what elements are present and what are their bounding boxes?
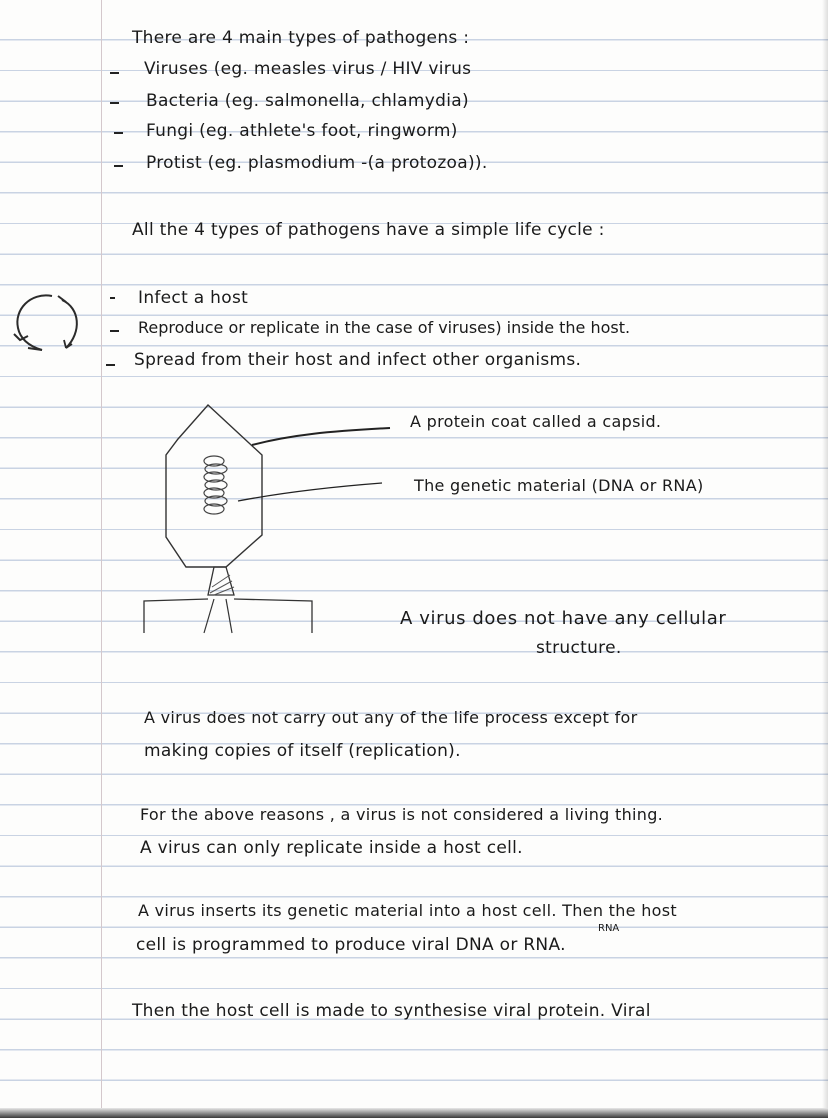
paragraph-line: cell is programmed to produce viral DNA or RNA. <box>136 935 566 955</box>
pathogen-type-item: Fungi (eg. athlete's foot, ringworm) <box>146 121 458 141</box>
paragraph-line: A virus can only replicate inside a host cell. <box>140 838 523 858</box>
capsid-label: A protein coat called a capsid. <box>410 412 662 431</box>
bullet-dash <box>106 364 115 366</box>
genetic-material-coil <box>204 456 227 514</box>
pathogen-type-item: Protist (eg. plasmodium -(a protozoa)). <box>146 153 488 173</box>
capsid-outline <box>166 405 262 567</box>
lifecycle-step: Reproduce or replicate in the case of viruses) inside the host. <box>138 318 631 337</box>
paragraph-line: A virus does not carry out any of the life process except for <box>144 708 638 727</box>
intro-line: There are 4 main types of pathogens : <box>132 28 470 48</box>
lifecycle-step: Infect a host <box>138 288 249 308</box>
pathogen-type-item: Viruses (eg. measles virus / HIV virus <box>144 59 472 79</box>
paragraph-line: A virus inserts its genetic material into a host cell. Then the host <box>138 901 677 920</box>
bullet-dash <box>110 72 119 74</box>
bullet-dash <box>110 330 119 332</box>
bullet-dash <box>114 132 123 134</box>
paragraph-line: For the above reasons , a virus is not considered a living thing. <box>140 805 664 824</box>
cycle-arrows-icon <box>8 288 88 360</box>
pathogen-type-item: Bacteria (eg. salmonella, chlamydia) <box>146 91 469 111</box>
margin-line <box>101 0 102 1118</box>
bullet-dash <box>110 297 115 299</box>
bullet-dash <box>114 165 123 167</box>
paragraph-line: making copies of itself (replication). <box>144 741 461 761</box>
structure-note: structure. <box>536 638 622 658</box>
genetic-pointer-line <box>238 483 382 501</box>
host-cell-surface <box>144 599 312 633</box>
structure-note: A virus does not have any cellular <box>400 608 727 629</box>
page-bottom-edge <box>0 1108 828 1118</box>
page-edge-shadow <box>822 0 828 1118</box>
genetic-material-label: The genetic material (DNA or RNA) <box>414 476 704 495</box>
capsid-pointer-line <box>252 428 390 445</box>
paragraph-line: Then the host cell is made to synthesise viral protein. Viral <box>132 1001 651 1021</box>
correction-note: RNA <box>598 923 620 934</box>
lifecycle-step: Spread from their host and infect other organisms. <box>134 350 582 370</box>
lifecycle-intro: All the 4 types of pathogens have a simple life cycle : <box>132 220 605 240</box>
bullet-dash <box>110 102 119 104</box>
